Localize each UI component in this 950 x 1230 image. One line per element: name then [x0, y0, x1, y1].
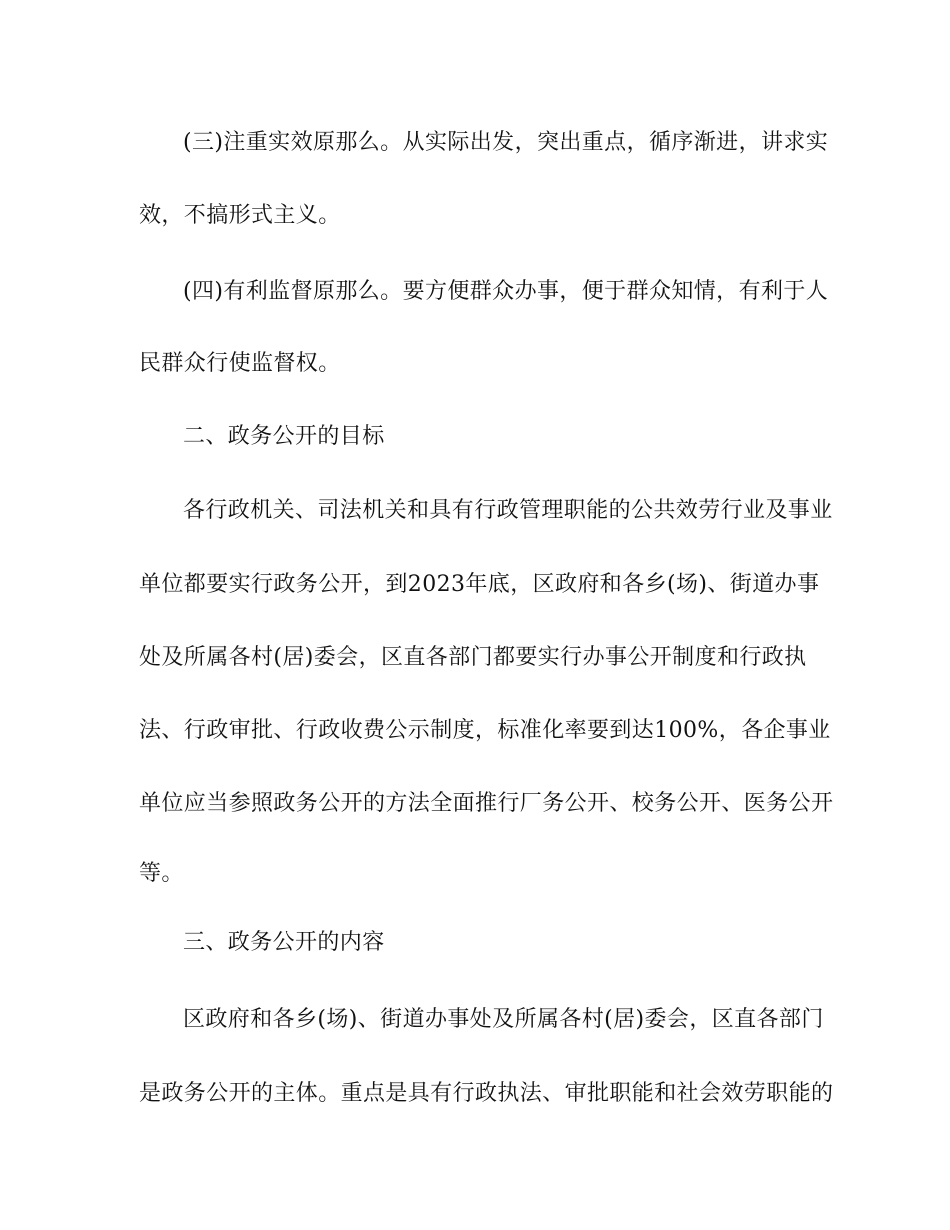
paragraph-goals-line-4: 法、行政审批、行政收费公示制度，标准化率要到达100%，各企事业: [139, 718, 831, 743]
paragraph-principle-4-line-2: 民群众行使监督权。: [139, 351, 341, 376]
paragraph-content-line-2: 是政务公开的主体。重点是具有行政执法、审批职能和社会效劳职能的: [139, 1081, 834, 1106]
paragraph-principle-3-line-2: 效，不搞形式主义。: [139, 203, 341, 228]
paragraph-content-line-1: 区政府和各乡(场)、街道办事处及所属各村(居)委会，区直各部门: [183, 1007, 824, 1032]
paragraph-goals-line-6: 等。: [139, 861, 184, 886]
paragraph-goals-line-1: 各行政机关、司法机关和具有行政管理职能的公共效劳行业及事业: [183, 498, 833, 523]
section-heading-goals: 二、政务公开的目标: [183, 424, 385, 449]
section-heading-content: 三、政务公开的内容: [183, 930, 385, 955]
paragraph-principle-3-line-1: (三)注重实效原那么。从实际出发，突出重点，循序渐进，讲求实: [183, 130, 829, 155]
paragraph-goals-line-3: 处及所属各村(居)委会，区直各部门都要实行办事公开制度和行政执: [139, 645, 807, 670]
paragraph-goals-line-5: 单位应当参照政务公开的方法全面推行厂务公开、校务公开、医务公开: [139, 791, 834, 816]
paragraph-principle-4-line-1: (四)有利监督原那么。要方便群众办事，便于群众知情，有利于人: [183, 279, 829, 304]
paragraph-goals-line-2: 单位都要实行政务公开，到2023年底，区政府和各乡(场)、街道办事: [139, 572, 820, 597]
